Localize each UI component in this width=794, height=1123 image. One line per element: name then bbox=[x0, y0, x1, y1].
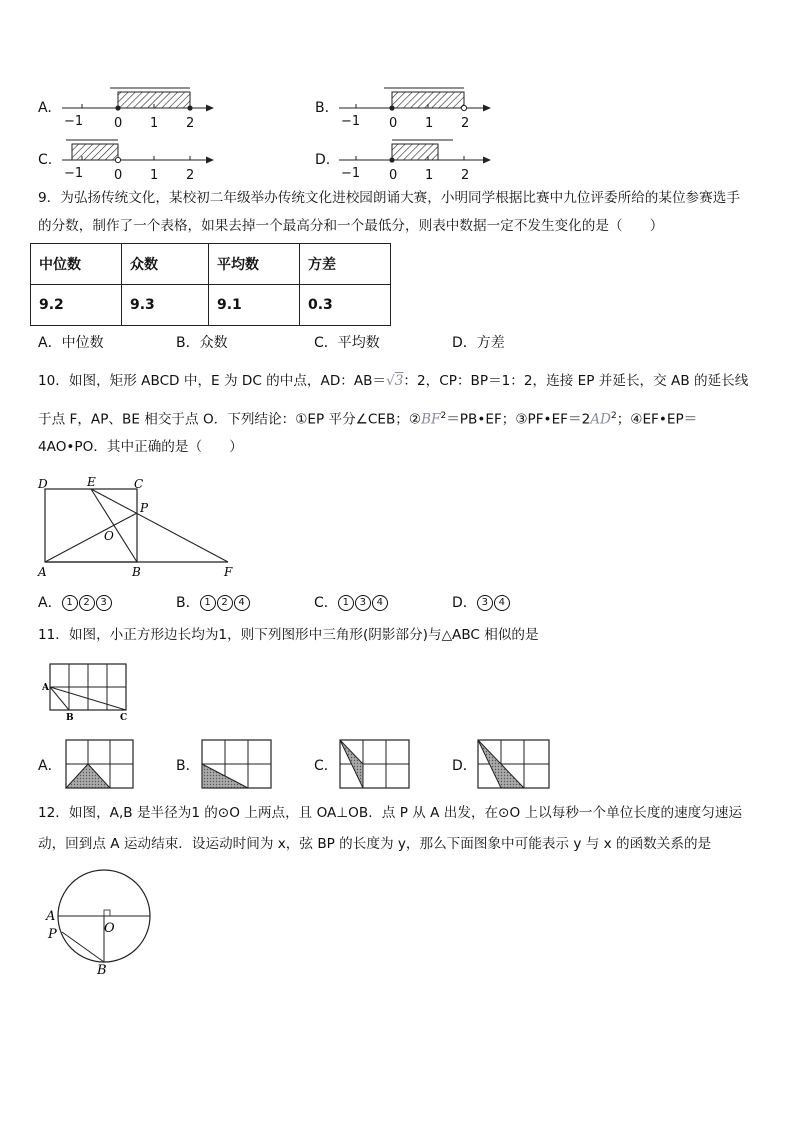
q10-option-c bbox=[314, 593, 389, 613]
table-header-median: 中位数 bbox=[31, 244, 122, 285]
q10-line1-part-a: 10．如图，矩形 ABCD 中，E 为 DC 的中点，AD：AB＝ bbox=[38, 373, 387, 389]
circled-number: 2 bbox=[217, 595, 233, 611]
fig-label-P: P bbox=[140, 501, 149, 515]
fig-label-P: P bbox=[48, 927, 57, 942]
q10-line2-part-a: 于点 F，AP、BE 相交于点 O．下列结论：①EP 平分∠CEB；② bbox=[38, 411, 422, 428]
q11-option-a-letter: A． bbox=[38, 758, 62, 774]
q11-option-c-grid bbox=[338, 738, 412, 790]
q9-option-b: B．众数 bbox=[176, 335, 228, 351]
table-cell-mode: 9.3 bbox=[122, 285, 209, 326]
fig-label-E: E bbox=[87, 475, 96, 489]
q11-text: 11．如图，小正方形边长均为1，则下列图形中三角形(阴影部分)与△ABC 相似的是 bbox=[38, 627, 539, 643]
table-header-variance: 方差 bbox=[300, 244, 391, 285]
q8-a-tick-neg1: −1 bbox=[64, 114, 84, 129]
q11-option-d-letter: D． bbox=[452, 758, 477, 774]
q12-text-line1: 12．如图，A,B 是半径为1 的⊙O 上两点，且 OA⊥OB．点 P 从 A 出发，在⊙O 上以每秒一个单位长度的速度匀速运 bbox=[38, 805, 743, 821]
q8-b-tick-0: 0 bbox=[389, 116, 398, 131]
q8-d-tick-1: 1 bbox=[425, 168, 434, 183]
q12-text-line2: 动，回到点 A 运动结束．设运动时间为 x，弦 BP 的长度为 y，那么下面图象中可能表示 y 与 x 的函数关系的是 bbox=[38, 836, 712, 852]
fig-label-O: O bbox=[104, 529, 114, 543]
fig-label-A: A bbox=[46, 909, 56, 924]
q8-d-tick-neg1: −1 bbox=[341, 166, 361, 181]
circled-number: 1 bbox=[62, 595, 78, 611]
q9-option-d: D．方差 bbox=[452, 335, 505, 351]
q8-option-d-letter: D. bbox=[315, 152, 331, 168]
circled-number: 2 bbox=[79, 595, 95, 611]
q8-b-tick-neg1: −1 bbox=[341, 114, 361, 129]
q11-option-a-grid bbox=[64, 738, 136, 790]
q12-circle-figure bbox=[42, 868, 162, 978]
q11-reference-grid bbox=[40, 660, 140, 722]
q8-a-tick-0: 0 bbox=[114, 116, 123, 131]
q8-c-tick-neg1: −1 bbox=[64, 166, 84, 181]
q8-d-tick-0: 0 bbox=[389, 168, 398, 183]
table-row bbox=[31, 285, 391, 326]
table-cell-mean: 9.1 bbox=[209, 285, 300, 326]
option-letter: C． bbox=[314, 595, 338, 611]
q10-sqrt-value: 3 bbox=[394, 373, 404, 389]
table-header-mode: 众数 bbox=[122, 244, 209, 285]
fig-label-C: C bbox=[120, 713, 128, 722]
q10-line1-part-b: ：2，CP：BP＝1：2，连接 EP 并延长，交 AB 的延长线 bbox=[403, 373, 749, 389]
q8-b-tick-1: 1 bbox=[425, 116, 434, 131]
circled-number: 4 bbox=[494, 595, 510, 611]
circled-number: 1 bbox=[338, 595, 354, 611]
table-header-mean: 平均数 bbox=[209, 244, 300, 285]
q8-b-tick-2: 2 bbox=[461, 116, 470, 131]
q8-c-tick-0: 0 bbox=[114, 168, 123, 183]
circled-number: 3 bbox=[96, 595, 112, 611]
q9-option-c: C．平均数 bbox=[314, 335, 380, 351]
q10-text-line1 bbox=[38, 371, 748, 391]
q8-a-tick-2: 2 bbox=[186, 116, 195, 131]
fig-label-D: D bbox=[38, 477, 48, 491]
q8-a-tick-1: 1 bbox=[150, 116, 159, 131]
table-cell-variance: 0.3 bbox=[300, 285, 391, 326]
option-letter: B． bbox=[176, 595, 200, 611]
q10-option-d bbox=[452, 593, 511, 613]
fig-label-A: A bbox=[38, 565, 47, 579]
q11-option-c-letter: C． bbox=[314, 758, 338, 774]
q10-option-b bbox=[176, 593, 251, 613]
fig-label-A: A bbox=[42, 683, 49, 693]
q9-text-line2: 的分数，制作了一个表格，如果去掉一个最高分和一个最低分，则表中数据一定不发生变化的是（ ） bbox=[38, 218, 664, 234]
circled-number: 4 bbox=[372, 595, 388, 611]
circled-number: 4 bbox=[234, 595, 250, 611]
q9-option-a: A．中位数 bbox=[38, 335, 104, 351]
fig-label-F: F bbox=[224, 565, 233, 579]
q9-text-line1: 9．为弘扬传统文化，某校初二年级举办传统文化进校园朗诵大赛，小明同学根据比赛中九位评委所给的某位参赛选手 bbox=[38, 190, 740, 206]
q10-bf-term: BF bbox=[421, 411, 441, 428]
sqrt-icon: √ bbox=[386, 373, 395, 389]
q9-data-table bbox=[30, 243, 391, 326]
table-header-row bbox=[31, 244, 391, 285]
circled-number: 3 bbox=[355, 595, 371, 611]
fig-label-B: B bbox=[132, 565, 141, 579]
fig-label-B: B bbox=[97, 963, 107, 978]
table-cell-median: 9.2 bbox=[31, 285, 122, 326]
q8-d-tick-2: 2 bbox=[461, 168, 470, 183]
q10-text-line3: 4AO•PO．其中正确的是（ ） bbox=[38, 439, 243, 455]
q8-c-tick-2: 2 bbox=[186, 168, 195, 183]
option-letter: D． bbox=[452, 595, 477, 611]
q8-c-tick-1: 1 bbox=[150, 168, 159, 183]
circled-number: 3 bbox=[477, 595, 493, 611]
q11-option-d-grid bbox=[476, 738, 552, 790]
q11-option-b-grid bbox=[200, 738, 274, 790]
q10-rectangle-figure bbox=[34, 474, 244, 584]
q10-line2-part-c: ；④EF•EP＝ bbox=[616, 411, 698, 428]
q8-option-a-letter: A. bbox=[38, 100, 52, 116]
option-letter: A． bbox=[38, 595, 62, 611]
fig-label-B: B bbox=[66, 713, 74, 722]
circled-number: 1 bbox=[200, 595, 216, 611]
q11-option-b-letter: B． bbox=[176, 758, 200, 774]
fig-label-O: O bbox=[104, 921, 115, 936]
q8-option-b-letter: B. bbox=[315, 100, 330, 116]
q10-ad-term: AD bbox=[590, 411, 611, 428]
q10-text-line2: 于点 F，AP、BE 相交于点 O．下列结论：①EP 平分∠CEB；$②BF^2=PB•EF$；$③PF•EF=2AD^2$；④EF•EP＝ bbox=[38, 411, 698, 428]
q10-line2-part-b: ＝PB•EF；③PF•EF＝2 bbox=[446, 411, 591, 428]
q8-option-c-letter: C. bbox=[38, 152, 53, 168]
q10-option-a bbox=[38, 593, 113, 613]
fig-label-C: C bbox=[134, 477, 144, 491]
